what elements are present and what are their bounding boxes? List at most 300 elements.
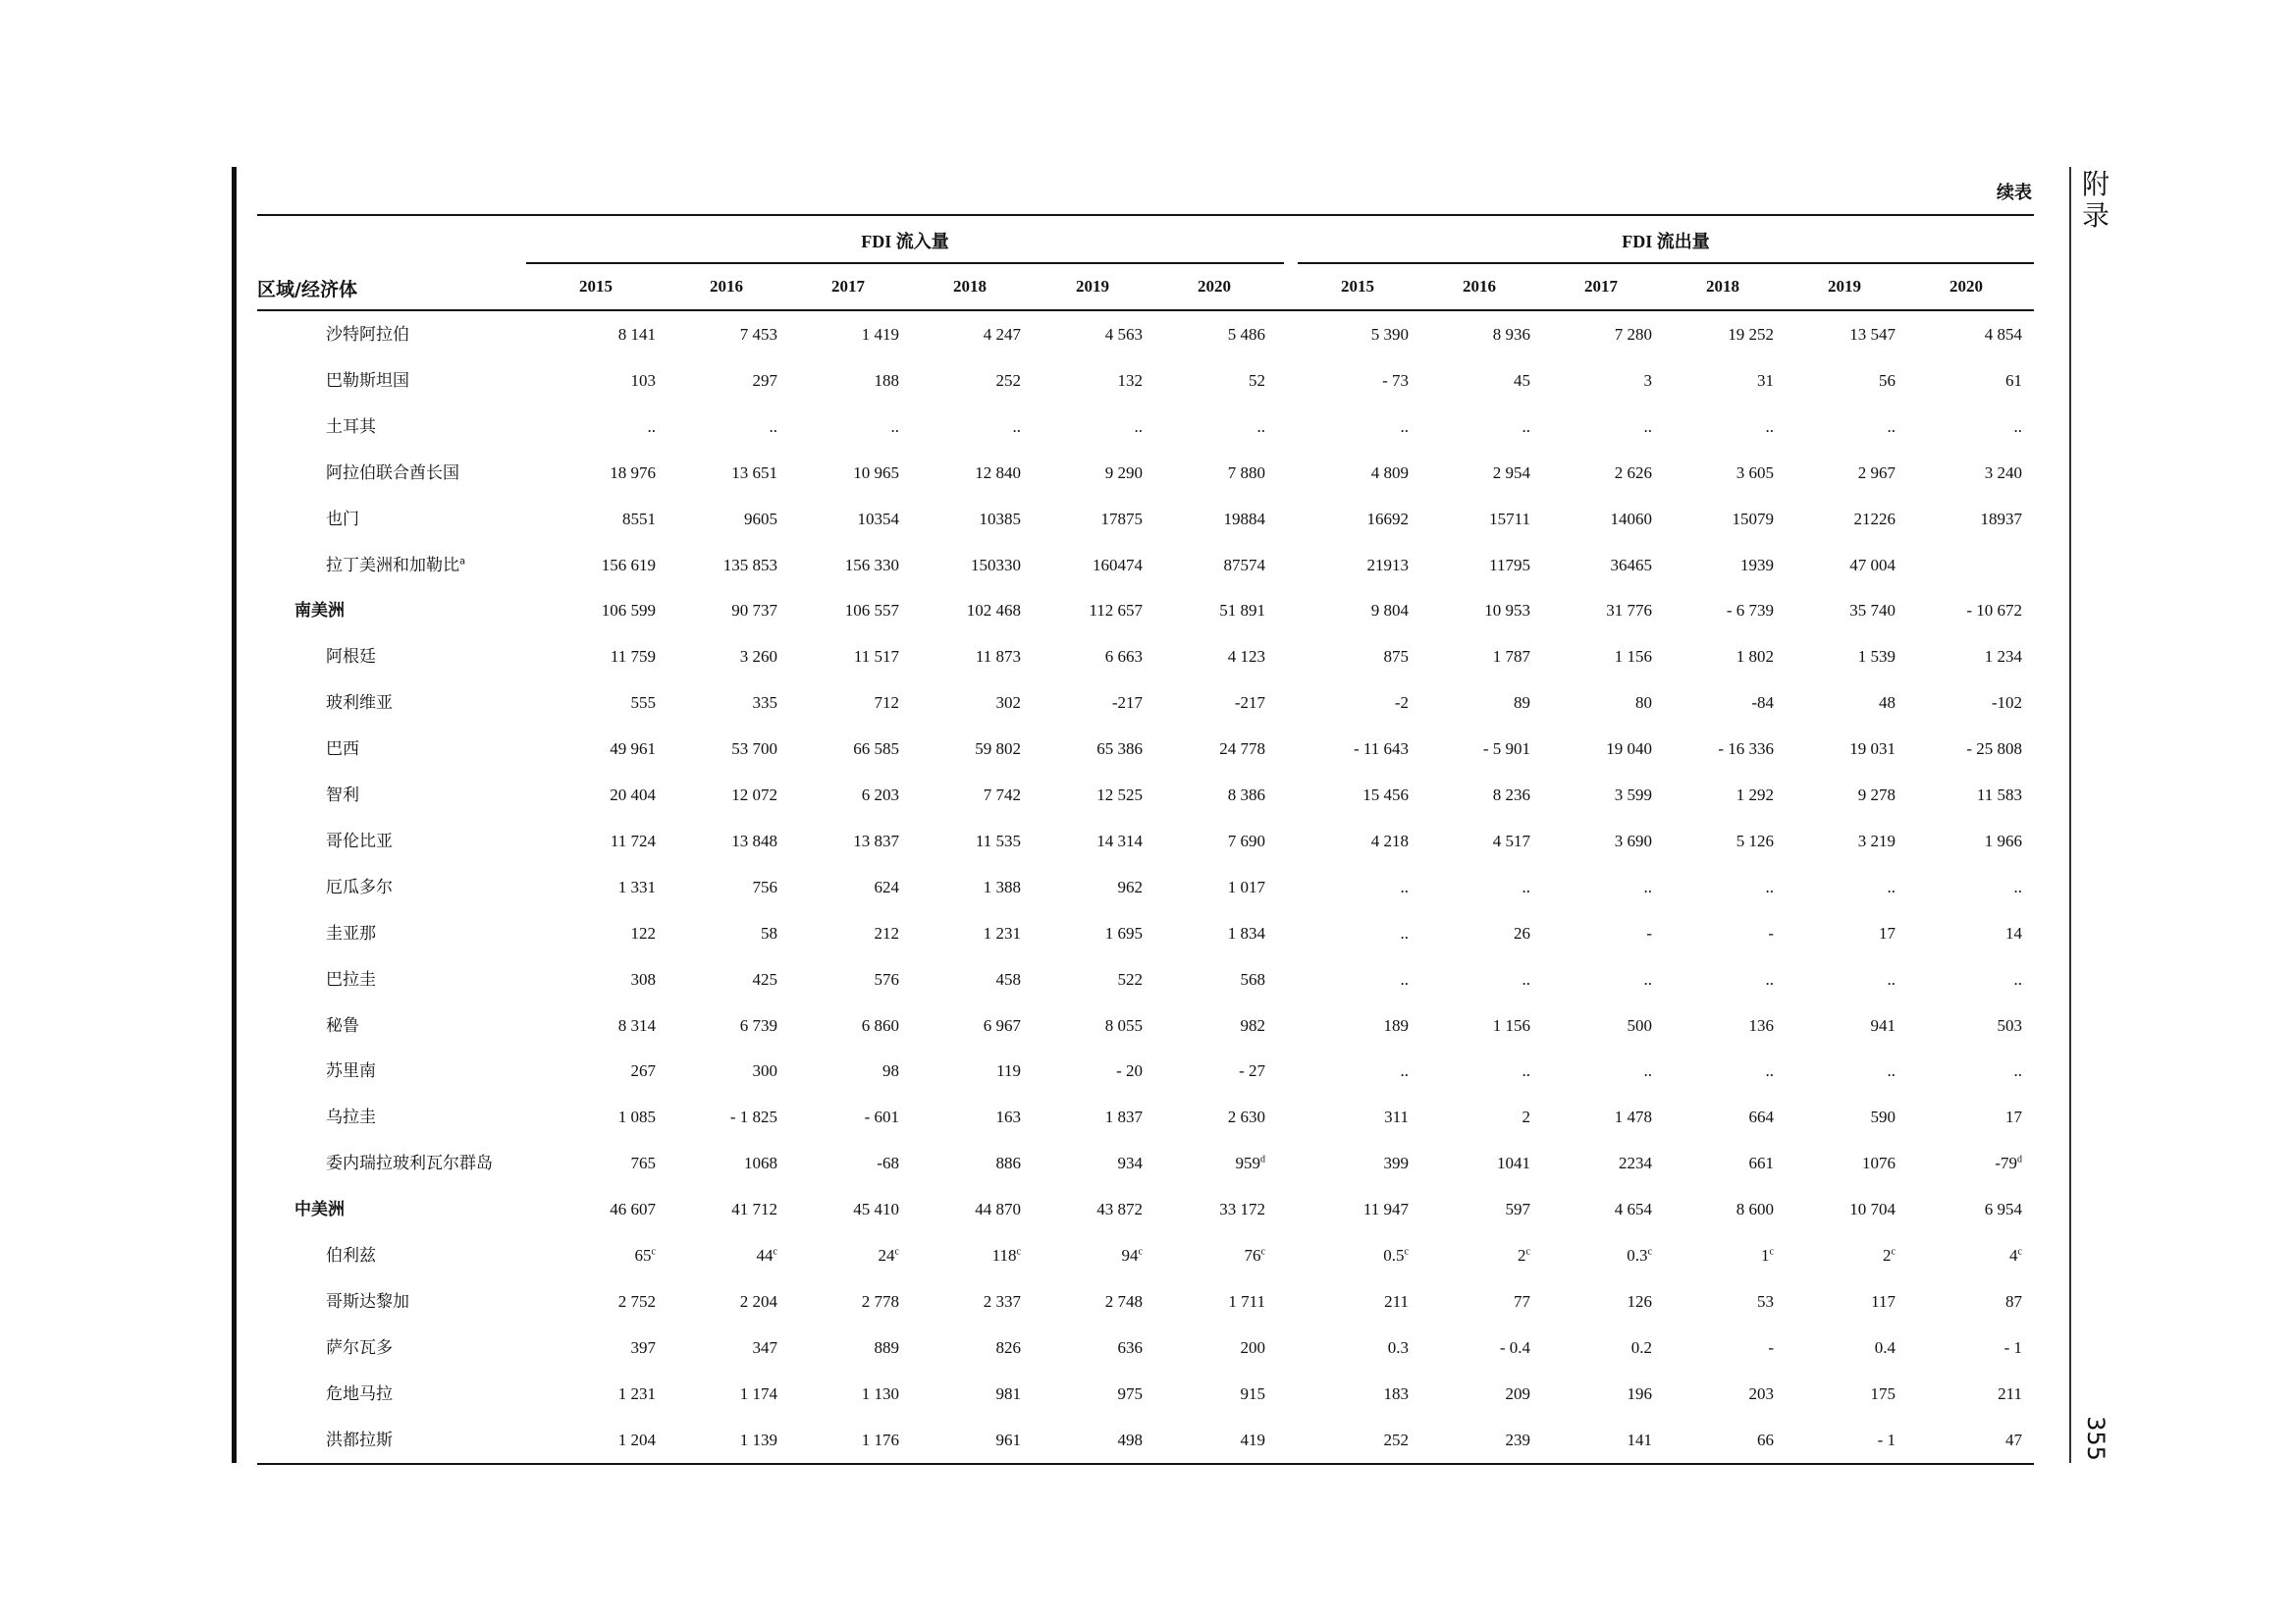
inflow-cell: 14 314	[1096, 831, 1143, 850]
inflow-cell: 458	[995, 969, 1021, 989]
economy-label: 巴勒斯坦国	[326, 370, 409, 391]
inflow-cell: -217	[1234, 693, 1265, 713]
inflow-cell: 11 724	[610, 831, 656, 850]
outflow-cell: ..	[1765, 1061, 1774, 1081]
inflow-cell: 212	[874, 923, 899, 943]
inflow-year-header: 2019	[1076, 277, 1109, 296]
inflow-cell: 934	[1117, 1154, 1143, 1173]
outflow-cell: 80	[1635, 693, 1652, 713]
outflow-cell: ..	[1765, 416, 1774, 436]
outflow-cell: 0.4	[1874, 1337, 1896, 1357]
outflow-cell: 0.3$^c$	[1627, 1246, 1652, 1265]
continued-label: 续表	[1997, 183, 2032, 202]
outflow-cell: 597	[1505, 1200, 1530, 1219]
outflow-cell: - 5 901	[1482, 739, 1530, 759]
outflow-cell: 8 936	[1492, 325, 1530, 344]
inflow-cell: 66 585	[853, 739, 899, 759]
inflow-cell: 1068	[744, 1154, 777, 1173]
outflow-cell: 35 740	[1849, 601, 1896, 621]
outflow-cell: 2$^c$	[1518, 1246, 1530, 1265]
outflow-cell: 4 517	[1492, 831, 1530, 850]
inflow-cell: 889	[874, 1337, 899, 1357]
inflow-cell: 13 848	[731, 831, 777, 850]
footnote-marker: d	[2017, 1154, 2022, 1165]
outflow-cell: 3 605	[1735, 462, 1774, 482]
page-number-text: 355	[2082, 1416, 2109, 1461]
outflow-cell: 661	[1748, 1154, 1774, 1173]
footnote-marker: c	[651, 1246, 656, 1258]
outflow-cell: - 1	[2003, 1337, 2022, 1357]
inflow-cell: 12 072	[731, 785, 777, 804]
inflow-cell: 8 314	[617, 1015, 656, 1035]
outflow-cell: 3 690	[1614, 831, 1652, 850]
outflow-cell: 4 654	[1614, 1200, 1652, 1219]
inflow-year-header: 2020	[1198, 277, 1231, 296]
inflow-cell: 1 204	[617, 1430, 656, 1449]
outflow-cell: 136	[1748, 1015, 1774, 1035]
inflow-cell: 11 873	[975, 647, 1021, 667]
outflow-cell: 10 704	[1849, 1200, 1896, 1219]
outflow-cell: ..	[1400, 1061, 1409, 1081]
inflow-cell: 765	[630, 1154, 656, 1173]
inflow-cell: 7 742	[983, 785, 1021, 804]
inflow-cell: 6 860	[861, 1015, 899, 1035]
inflow-cell: 33 172	[1219, 1200, 1265, 1219]
inflow-cell: 308	[630, 969, 656, 989]
inflow-cell: 98	[882, 1061, 899, 1081]
outflow-cell: -	[1768, 923, 1774, 943]
inflow-cell: 13 837	[853, 831, 899, 850]
outflow-cell: 47 004	[1849, 555, 1896, 574]
inflow-cell: 8 141	[617, 325, 656, 344]
outflow-cell: 9 278	[1857, 785, 1896, 804]
inflow-cell: 9605	[744, 509, 777, 528]
outflow-cell: 311	[1384, 1108, 1409, 1127]
outflow-cell: ..	[1400, 969, 1409, 989]
outflow-cell: 8 236	[1492, 785, 1530, 804]
outflow-cell: 47	[2005, 1430, 2022, 1449]
inflow-cell: 8551	[622, 509, 656, 528]
economy-label: 圭亚那	[326, 923, 376, 944]
outflow-cell: 141	[1627, 1430, 1652, 1449]
inflow-cell: 576	[874, 969, 899, 989]
outflow-cell: ..	[1643, 1061, 1652, 1081]
outflow-cell: 8 600	[1735, 1200, 1774, 1219]
footnote-marker: c	[1260, 1246, 1265, 1258]
outflow-cell: ..	[1522, 416, 1530, 436]
inflow-cell: 4 247	[983, 325, 1021, 344]
inflow-cell: 58	[761, 923, 777, 943]
inflow-cell: 1 711	[1228, 1291, 1265, 1311]
inflow-cell: 132	[1117, 370, 1143, 390]
inflow-cell: 2 778	[861, 1291, 899, 1311]
outflow-cell: 2234	[1619, 1154, 1652, 1173]
inflow-cell: 1 834	[1227, 923, 1265, 943]
outflow-cell: 19 252	[1728, 325, 1774, 344]
footnote-marker: c	[773, 1246, 777, 1258]
inflow-cell: 163	[995, 1108, 1021, 1127]
outflow-cell: 15 456	[1362, 785, 1409, 804]
inflow-cell: 1 331	[617, 877, 656, 896]
outflow-cell: 1939	[1740, 555, 1774, 574]
outflow-cell: 203	[1748, 1383, 1774, 1403]
outflow-cell: 1041	[1497, 1154, 1530, 1173]
inflow-cell: 1 837	[1104, 1108, 1143, 1127]
inflow-cell: 2 748	[1104, 1291, 1143, 1311]
economy-label: 危地马拉	[326, 1383, 393, 1404]
inflow-cell: 13 651	[731, 462, 777, 482]
inflow-cell: 87574	[1223, 555, 1265, 574]
outflow-cell: - 10 672	[1966, 601, 2022, 621]
inflow-cell: 1 174	[739, 1383, 777, 1403]
inflow-cell: 41 712	[731, 1200, 777, 1219]
outflow-cell: 0.2	[1630, 1337, 1652, 1357]
inflow-cell: 975	[1117, 1383, 1143, 1403]
inflow-cell: - 1 825	[729, 1108, 777, 1127]
outflow-year-header: 2015	[1341, 277, 1374, 296]
economy-label: 秘鲁	[326, 1015, 359, 1036]
inflow-cell: 756	[752, 877, 777, 896]
inflow-cell: 17875	[1100, 509, 1143, 528]
outflow-cell: 31	[1757, 370, 1774, 390]
outflow-cell: 175	[1870, 1383, 1896, 1403]
inflow-cell: 886	[995, 1154, 1021, 1173]
inflow-cell: 12 525	[1096, 785, 1143, 804]
footnote-marker: c	[1138, 1246, 1143, 1258]
economy-label: 沙特阿拉伯	[326, 325, 409, 345]
outflow-cell: ..	[1522, 1061, 1530, 1081]
outflow-cell: - 0.4	[1499, 1337, 1530, 1357]
inflow-cell: 981	[995, 1383, 1021, 1403]
inflow-cell: 118$^c$	[991, 1246, 1021, 1265]
inflow-cell: 122	[630, 923, 656, 943]
outflow-cell: 0.3	[1387, 1337, 1409, 1357]
outflow-year-header: 2019	[1828, 277, 1861, 296]
outflow-cell: ..	[1643, 416, 1652, 436]
inflow-cell: 1 419	[861, 325, 899, 344]
outflow-cell: 77	[1514, 1291, 1530, 1311]
footnote-marker: d	[1260, 1154, 1265, 1165]
outflow-cell: - 25 808	[1966, 739, 2022, 759]
outflow-cell: 1 156	[1614, 647, 1652, 667]
economy-label: 萨尔瓦多	[326, 1337, 393, 1358]
inflow-cell: 498	[1117, 1430, 1143, 1449]
outflow-cell: 1 478	[1614, 1108, 1652, 1127]
outflow-cell: 3 240	[1984, 462, 2022, 482]
inflow-cell: 347	[752, 1337, 777, 1357]
inflow-cell: 65$^c$	[634, 1246, 656, 1265]
outflow-cell: ..	[1887, 969, 1896, 989]
inflow-cell: 1 176	[861, 1430, 899, 1449]
inflow-cell: 9 290	[1104, 462, 1143, 482]
inflow-year-header: 2016	[710, 277, 743, 296]
outflow-cell: ..	[2013, 969, 2022, 989]
outflow-cell: - 11 643	[1353, 739, 1409, 759]
outflow-cell: 3	[1643, 370, 1652, 390]
economy-label: 也门	[326, 509, 359, 529]
inflow-cell: 624	[874, 877, 899, 896]
inflow-cell: 112 657	[1089, 601, 1143, 621]
outflow-cell: ..	[1887, 416, 1896, 436]
inflow-cell: 19884	[1223, 509, 1265, 528]
outflow-cell: 26	[1514, 923, 1530, 943]
inflow-cell: 106 557	[844, 601, 899, 621]
inflow-cell: - 601	[864, 1108, 899, 1127]
inflow-cell: 7 690	[1227, 831, 1265, 850]
footnote-marker: c	[1769, 1246, 1774, 1258]
outflow-cell: 48	[1879, 693, 1896, 713]
inflow-cell: 826	[995, 1337, 1021, 1357]
inflow-cell: 555	[630, 693, 656, 713]
outflow-cell: 875	[1383, 647, 1409, 667]
inflow-cell: 1 695	[1104, 923, 1143, 943]
outflow-cell: ..	[1400, 923, 1409, 943]
footnote-marker: a	[459, 555, 466, 567]
economy-label: 拉丁美洲和加勒比$^a$	[326, 555, 466, 575]
economy-label: 厄瓜多尔	[326, 877, 393, 897]
economy-label: 玻利维亚	[326, 693, 393, 714]
economy-label: 委内瑞拉玻利瓦尔群岛	[326, 1154, 493, 1174]
inflow-cell: 1 388	[983, 877, 1021, 896]
inflow-cell: 44$^c$	[756, 1246, 777, 1265]
outflow-cell: ..	[1522, 877, 1530, 896]
outflow-cell: ..	[1765, 969, 1774, 989]
outflow-cell: 1 234	[1984, 647, 2022, 667]
inflow-cell: 150330	[971, 555, 1021, 574]
outflow-cell: 183	[1383, 1383, 1409, 1403]
inflow-cell: 24 778	[1219, 739, 1265, 759]
inflow-cell: ..	[1012, 416, 1021, 436]
inflow-cell: 200	[1240, 1337, 1265, 1357]
outflow-cell: 45	[1514, 370, 1530, 390]
inflow-cell: 335	[752, 693, 777, 713]
outflow-cell: ..	[2013, 1061, 2022, 1081]
economy-label: 乌拉圭	[326, 1108, 376, 1128]
inflow-cell: 5 486	[1227, 325, 1265, 344]
outflow-cell: -79$^d$	[1995, 1154, 2022, 1173]
inflow-cell: 1 085	[617, 1108, 656, 1127]
outflow-cell: ..	[1400, 416, 1409, 436]
outflow-year-header: 2018	[1706, 277, 1739, 296]
inflow-cell: 959$^d$	[1235, 1154, 1265, 1173]
inflow-cell: 297	[752, 370, 777, 390]
inflow-cell: 1 231	[617, 1383, 656, 1403]
inflow-cell: 267	[630, 1061, 656, 1081]
outflow-cell: 2 967	[1857, 462, 1896, 482]
outflow-cell: - 6 739	[1726, 601, 1774, 621]
outflow-cell: 2	[1522, 1108, 1530, 1127]
outflow-cell: 11795	[1489, 555, 1530, 574]
outflow-cell: 11 947	[1362, 1200, 1409, 1219]
outflow-cell: 11 583	[1976, 785, 2022, 804]
inflow-cell: - 20	[1116, 1061, 1143, 1081]
outflow-cell: 10 953	[1484, 601, 1530, 621]
inflow-cell: 11 759	[610, 647, 656, 667]
outflow-cell: ..	[1522, 969, 1530, 989]
inflow-cell: 24$^c$	[878, 1246, 899, 1265]
inflow-cell: -68	[877, 1154, 899, 1173]
inflow-cell: 2 752	[617, 1291, 656, 1311]
inflow-cell: 6 663	[1104, 647, 1143, 667]
outflow-cell: 61	[2005, 370, 2022, 390]
inflow-cell: 3 260	[739, 647, 777, 667]
inflow-cell: -217	[1111, 693, 1143, 713]
outflow-cell: 6 954	[1984, 1200, 2022, 1219]
outflow-cell: 1 966	[1984, 831, 2022, 850]
outflow-cell: 31 776	[1606, 601, 1652, 621]
outflow-cell: ..	[1887, 1061, 1896, 1081]
inflow-year-header: 2015	[579, 277, 613, 296]
outflow-cell: 1 787	[1492, 647, 1530, 667]
inflow-header: FDI 流入量	[861, 232, 949, 251]
inflow-cell: 10385	[979, 509, 1021, 528]
outflow-cell: 590	[1870, 1108, 1896, 1127]
outflow-cell: 664	[1748, 1108, 1774, 1127]
outflow-cell: 196	[1627, 1383, 1652, 1403]
outflow-cell: 9 804	[1370, 601, 1409, 621]
outflow-cell: 5 126	[1735, 831, 1774, 850]
outflow-header: FDI 流出量	[1622, 232, 1710, 251]
outflow-cell: 4 809	[1370, 462, 1409, 482]
outflow-cell: ..	[2013, 877, 2022, 896]
outflow-cell: 14060	[1610, 509, 1652, 528]
outflow-cell: 17	[1879, 923, 1896, 943]
inflow-cell: 45 410	[853, 1200, 899, 1219]
outflow-cell: 1 539	[1857, 647, 1896, 667]
outflow-cell: 211	[1998, 1383, 2022, 1403]
outflow-cell: 1 802	[1735, 647, 1774, 667]
inflow-cell: 135 853	[722, 555, 777, 574]
inflow-cell: 11 535	[975, 831, 1021, 850]
outflow-cell: 2$^c$	[1883, 1246, 1896, 1265]
outflow-cell: 4 218	[1370, 831, 1409, 850]
inflow-cell: 8 055	[1104, 1015, 1143, 1035]
inflow-cell: 10354	[857, 509, 899, 528]
inflow-cell: 4 123	[1227, 647, 1265, 667]
inflow-cell: 20 404	[610, 785, 656, 804]
outflow-year-header: 2017	[1584, 277, 1618, 296]
outflow-cell: 1$^c$	[1761, 1246, 1774, 1265]
outflow-cell: 21226	[1853, 509, 1896, 528]
inflow-cell: 252	[995, 370, 1021, 390]
outflow-cell: ..	[1887, 877, 1896, 896]
inflow-cell: 300	[752, 1061, 777, 1081]
inflow-cell: 2 204	[739, 1291, 777, 1311]
inflow-cell: 8 386	[1227, 785, 1265, 804]
outflow-cell: 14	[2005, 923, 2022, 943]
outflow-cell: 252	[1383, 1430, 1409, 1449]
inflow-cell: 102 468	[966, 601, 1021, 621]
inflow-cell: 419	[1240, 1430, 1265, 1449]
outflow-cell: 7 280	[1614, 325, 1652, 344]
inflow-cell: 156 619	[601, 555, 656, 574]
inflow-cell: 59 802	[975, 739, 1021, 759]
outflow-cell: -	[1768, 1337, 1774, 1357]
outflow-cell: 1 292	[1735, 785, 1774, 804]
outflow-cell: ..	[1643, 969, 1652, 989]
outflow-cell: 53	[1757, 1291, 1774, 1311]
inflow-cell: 52	[1249, 370, 1265, 390]
inflow-cell: 1 139	[739, 1430, 777, 1449]
region-subgroup-label: 中美洲	[294, 1200, 345, 1220]
region-column-header: 区域/经济体	[257, 279, 357, 300]
outflow-cell: -102	[1991, 693, 2022, 713]
outflow-cell: ..	[2013, 416, 2022, 436]
economy-label: 苏里南	[326, 1061, 376, 1082]
outflow-cell: 189	[1383, 1015, 1409, 1035]
outflow-cell: 13 547	[1849, 325, 1896, 344]
outflow-cell: 211	[1384, 1291, 1409, 1311]
outflow-cell: 126	[1627, 1291, 1652, 1311]
outflow-cell: 89	[1514, 693, 1530, 713]
region-subgroup-label: 南美洲	[294, 601, 345, 622]
outflow-cell: ..	[1400, 877, 1409, 896]
inflow-cell: 2 337	[983, 1291, 1021, 1311]
economy-label: 哥斯达黎加	[326, 1291, 409, 1312]
outflow-cell: - 1	[1877, 1430, 1896, 1449]
outflow-year-header: 2020	[1949, 277, 1983, 296]
inflow-year-header: 2017	[831, 277, 865, 296]
inflow-cell: 160474	[1093, 555, 1143, 574]
inflow-cell: 90 737	[731, 601, 777, 621]
inflow-cell: ..	[1256, 416, 1265, 436]
outflow-cell: 87	[2005, 1291, 2022, 1311]
footnote-marker: c	[1525, 1246, 1530, 1258]
outflow-cell: 3 599	[1614, 785, 1652, 804]
inflow-cell: 156 330	[844, 555, 899, 574]
inflow-cell: 302	[995, 693, 1021, 713]
inflow-cell: 12 840	[975, 462, 1021, 482]
outflow-cell: ..	[1643, 877, 1652, 896]
inflow-cell: 6 203	[861, 785, 899, 804]
footnote-marker: c	[2017, 1246, 2022, 1258]
outflow-cell: ..	[1765, 877, 1774, 896]
outflow-cell: 1076	[1862, 1154, 1896, 1173]
economy-label: 洪都拉斯	[326, 1430, 393, 1450]
inflow-cell: 712	[874, 693, 899, 713]
inflow-year-header: 2018	[953, 277, 987, 296]
outflow-cell: 941	[1870, 1015, 1896, 1035]
outflow-cell: 36465	[1610, 555, 1652, 574]
inflow-cell: ..	[647, 416, 656, 436]
economy-label: 哥伦比亚	[326, 831, 393, 851]
economy-label: 阿根廷	[326, 647, 376, 668]
inflow-cell: 94$^c$	[1121, 1246, 1143, 1265]
outflow-cell: 503	[1997, 1015, 2022, 1035]
inflow-cell: 568	[1240, 969, 1265, 989]
inflow-cell: 1 130	[861, 1383, 899, 1403]
outflow-cell: 66	[1757, 1430, 1774, 1449]
inflow-cell: 11 517	[853, 647, 899, 667]
economy-label: 巴西	[326, 739, 359, 760]
inflow-cell: 1 231	[983, 923, 1021, 943]
inflow-cell: 43 872	[1096, 1200, 1143, 1219]
outflow-cell: 209	[1505, 1383, 1530, 1403]
inflow-cell: 49 961	[610, 739, 656, 759]
outflow-cell: - 73	[1382, 370, 1409, 390]
inflow-cell: 188	[874, 370, 899, 390]
outflow-cell: -2	[1394, 693, 1409, 713]
footnote-marker: c	[894, 1246, 899, 1258]
inflow-cell: 103	[630, 370, 656, 390]
inflow-cell: 962	[1117, 877, 1143, 896]
outflow-year-header: 2016	[1463, 277, 1496, 296]
inflow-cell: 76$^c$	[1244, 1246, 1265, 1265]
outflow-cell: - 16 336	[1718, 739, 1774, 759]
outflow-cell: 19 031	[1849, 739, 1896, 759]
outflow-cell: -	[1646, 923, 1652, 943]
inflow-cell: 961	[995, 1430, 1021, 1449]
